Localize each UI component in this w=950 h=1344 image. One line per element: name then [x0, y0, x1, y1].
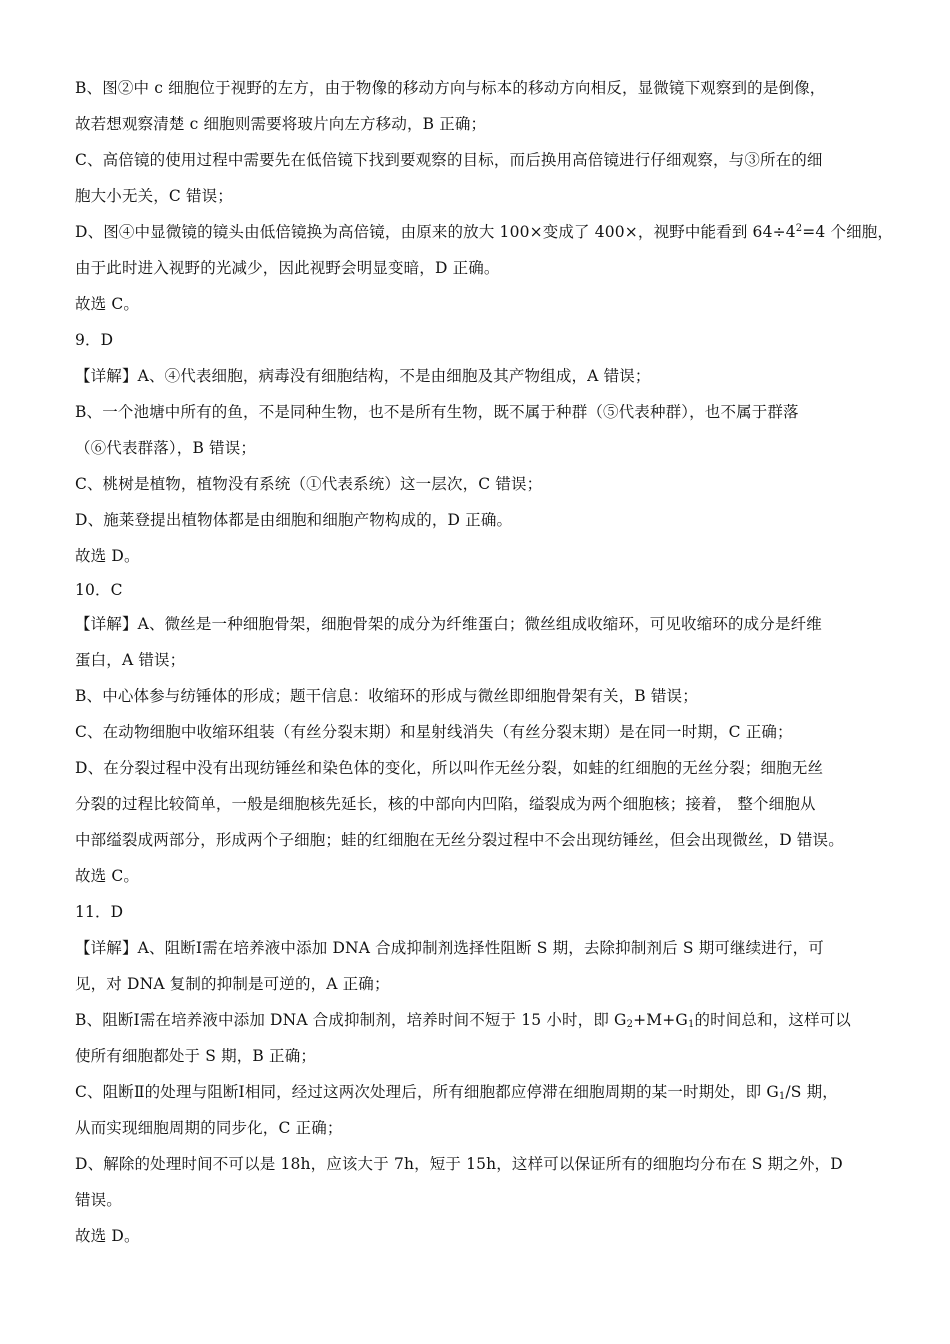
- subscript: 2: [626, 1019, 634, 1030]
- subscript: 1: [687, 1019, 695, 1030]
- text-line: 【详解】A、微丝是一种细胞骨架，细胞骨架的成分为纤维蛋白；微丝组成收缩环，可见收缩环的成分是纤维: [75, 615, 822, 633]
- question-number: 9．D: [75, 331, 114, 349]
- question-number: 11．D: [75, 903, 124, 921]
- text-line: 中部缢裂成两部分，形成两个子细胞；蛙的红细胞在无丝分裂过程中不会出现纺锤丝，但会出现微丝，D 错误。: [75, 831, 844, 849]
- text-line: 由于此时进入视野的光减少，因此视野会明显变暗，D 正确。: [75, 259, 500, 277]
- text-line: D、施莱登提出植物体都是由细胞和细胞产物构成的，D 正确。: [75, 511, 513, 529]
- text-span: =4 个细胞，: [802, 223, 894, 241]
- text-line: （⑥代表群落），B 错误；: [75, 439, 257, 457]
- text-line: 分裂的过程比较简单，一般是细胞核先延长，核的中部向内凹陷，缢裂成为两个细胞核；接着， 整个细胞从: [75, 795, 816, 813]
- text-line: 【详解】A、阻断Ⅰ需在培养液中添加 DNA 合成抑制剂选择性阻断 S 期，去除抑制剂后 S 期可继续进行，可: [75, 939, 824, 957]
- superscript: 2: [795, 223, 803, 234]
- text-line: 从而实现细胞周期的同步化，C 正确；: [75, 1119, 343, 1137]
- text-line: 胞大小无关，C 错误；: [75, 187, 233, 205]
- text-line: 故选 C。: [75, 867, 140, 885]
- text-line: 见，对 DNA 复制的抑制是可逆的，A 正确；: [75, 975, 390, 993]
- text-line: D、解除的处理时间不可以是 18h，应该大于 7h，短于 15h，这样可以保证所有的细胞均分布在 S 期之外，D: [75, 1155, 843, 1173]
- text-line: 蛋白，A 错误；: [75, 651, 186, 669]
- text-line: 错误。: [75, 1191, 122, 1209]
- text-line: 故选 C。: [75, 295, 140, 313]
- text-line: C、在动物细胞中收缩环组装（有丝分裂末期）和星射线消失（有丝分裂末期）是在同一时期，C 正确；: [75, 723, 793, 741]
- text-line: C、高倍镜的使用过程中需要先在低倍镜下找到要观察的目标，而后换用高倍镜进行仔细观察，与③所在的细: [75, 151, 823, 169]
- subscript: 1: [778, 1091, 786, 1102]
- text-line: B、图②中 c 细胞位于视野的左方，由于物像的移动方向与标本的移动方向相反，显微镜下观察到的是倒像，: [75, 79, 826, 97]
- text-line: [75, 222, 893, 242]
- text-line: B、一个池塘中所有的鱼，不是同种生物，也不是所有生物，既不属于种群（⑤代表种群），也不属于群落: [75, 403, 799, 421]
- text-line: 故选 D。: [75, 547, 140, 565]
- text-line: [75, 1010, 851, 1030]
- text-span: +M+G: [633, 1011, 688, 1029]
- text-line: D、在分裂过程中没有出现纺锤丝和染色体的变化，所以叫作无丝分裂，如蛙的红细胞的无丝分裂；细胞无丝: [75, 759, 824, 777]
- text-line: C、桃树是植物，植物没有系统（①代表系统）这一层次，C 错误；: [75, 475, 543, 493]
- text-span: /S 期，: [785, 1083, 838, 1101]
- text-line: 【详解】A、④代表细胞，病毒没有细胞结构，不是由细胞及其产物组成，A 错误；: [75, 367, 651, 385]
- text-span: 的时间总和，这样可以: [694, 1011, 851, 1029]
- text-line: 使所有细胞都处于 S 期，B 正确；: [75, 1047, 316, 1065]
- text-line: 故若想观察清楚 c 细胞则需要将玻片向左方移动，B 正确；: [75, 115, 487, 133]
- text-span: C、阻断Ⅱ的处理与阻断Ⅰ相同，经过这两次处理后，所有细胞都应停滞在细胞周期的某一时期处，即 G: [75, 1083, 779, 1101]
- text-span: D、图④中显微镜的镜头由低倍镜换为高倍镜，由原来的放大 100×变成了 400×，视野中能看到 64÷4: [75, 223, 796, 241]
- text-line: B、中心体参与纺锤体的形成；题干信息：收缩环的形成与微丝即细胞骨架有关，B 错误；: [75, 687, 698, 705]
- text-line: 故选 D。: [75, 1227, 140, 1245]
- text-line: [75, 1082, 838, 1102]
- question-number: 10．C: [75, 581, 123, 599]
- text-span: B、阻断Ⅰ需在培养液中添加 DNA 合成抑制剂，培养时间不短于 15 小时，即 G: [75, 1011, 627, 1029]
